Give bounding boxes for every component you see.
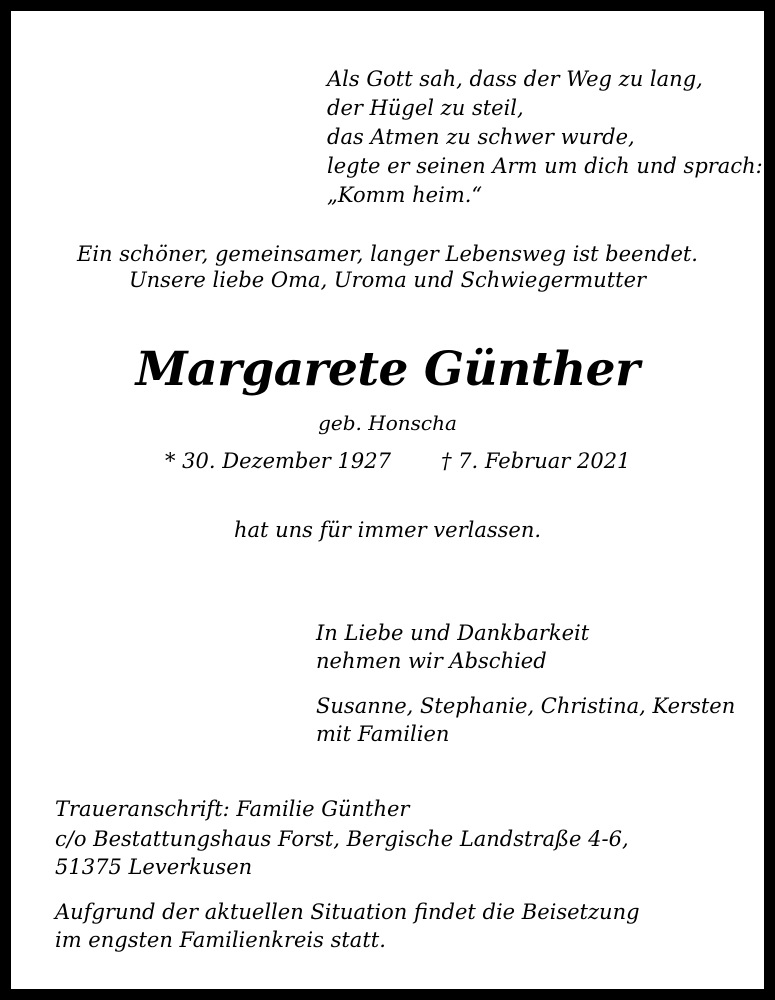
- poem-line: legte er seinen Arm um dich und sprach:: [327, 154, 763, 178]
- poem-line: „Komm heim.“: [327, 183, 483, 207]
- passing-message: hat uns für immer verlassen.: [233, 518, 542, 542]
- address-line-3: 51375 Leverkusen: [55, 855, 253, 879]
- mourners-line-1: Susanne, Stephanie, Christina, Kersten: [316, 694, 736, 718]
- note-line-1: Aufgrund der aktuellen Situation findet die Beisetzung: [55, 900, 640, 924]
- death-date: † 7. Februar 2021: [441, 449, 631, 473]
- intro-line-2: Unsere liebe Oma, Uroma und Schwiegermutter: [128, 268, 647, 292]
- farewell-line-1: In Liebe und Dankbarkeit: [316, 621, 590, 645]
- poem: [327, 65, 763, 210]
- address-line-1: Traueranschrift: Familie Günther: [55, 797, 410, 821]
- farewell-line-2: nehmen wir Abschied: [316, 649, 547, 673]
- birth-date: * 30. Dezember 1927: [165, 449, 391, 473]
- poem-line: Als Gott sah, dass der Weg zu lang,: [327, 67, 703, 91]
- mourners-line-2: mit Familien: [316, 722, 450, 746]
- note-line-2: im engsten Familienkreis statt.: [55, 928, 386, 952]
- poem-line: der Hügel zu steil,: [327, 96, 524, 120]
- poem-line: das Atmen zu schwer wurde,: [327, 125, 635, 149]
- deceased-name: Margarete Günther: [135, 342, 640, 397]
- maiden-name: geb. Honscha: [318, 411, 457, 435]
- intro-line-1: Ein schöner, gemeinsamer, langer Lebensweg ist beendet.: [77, 242, 698, 266]
- address-line-2: c/o Bestattungshaus Forst, Bergische Landstraße 4-6,: [55, 827, 629, 851]
